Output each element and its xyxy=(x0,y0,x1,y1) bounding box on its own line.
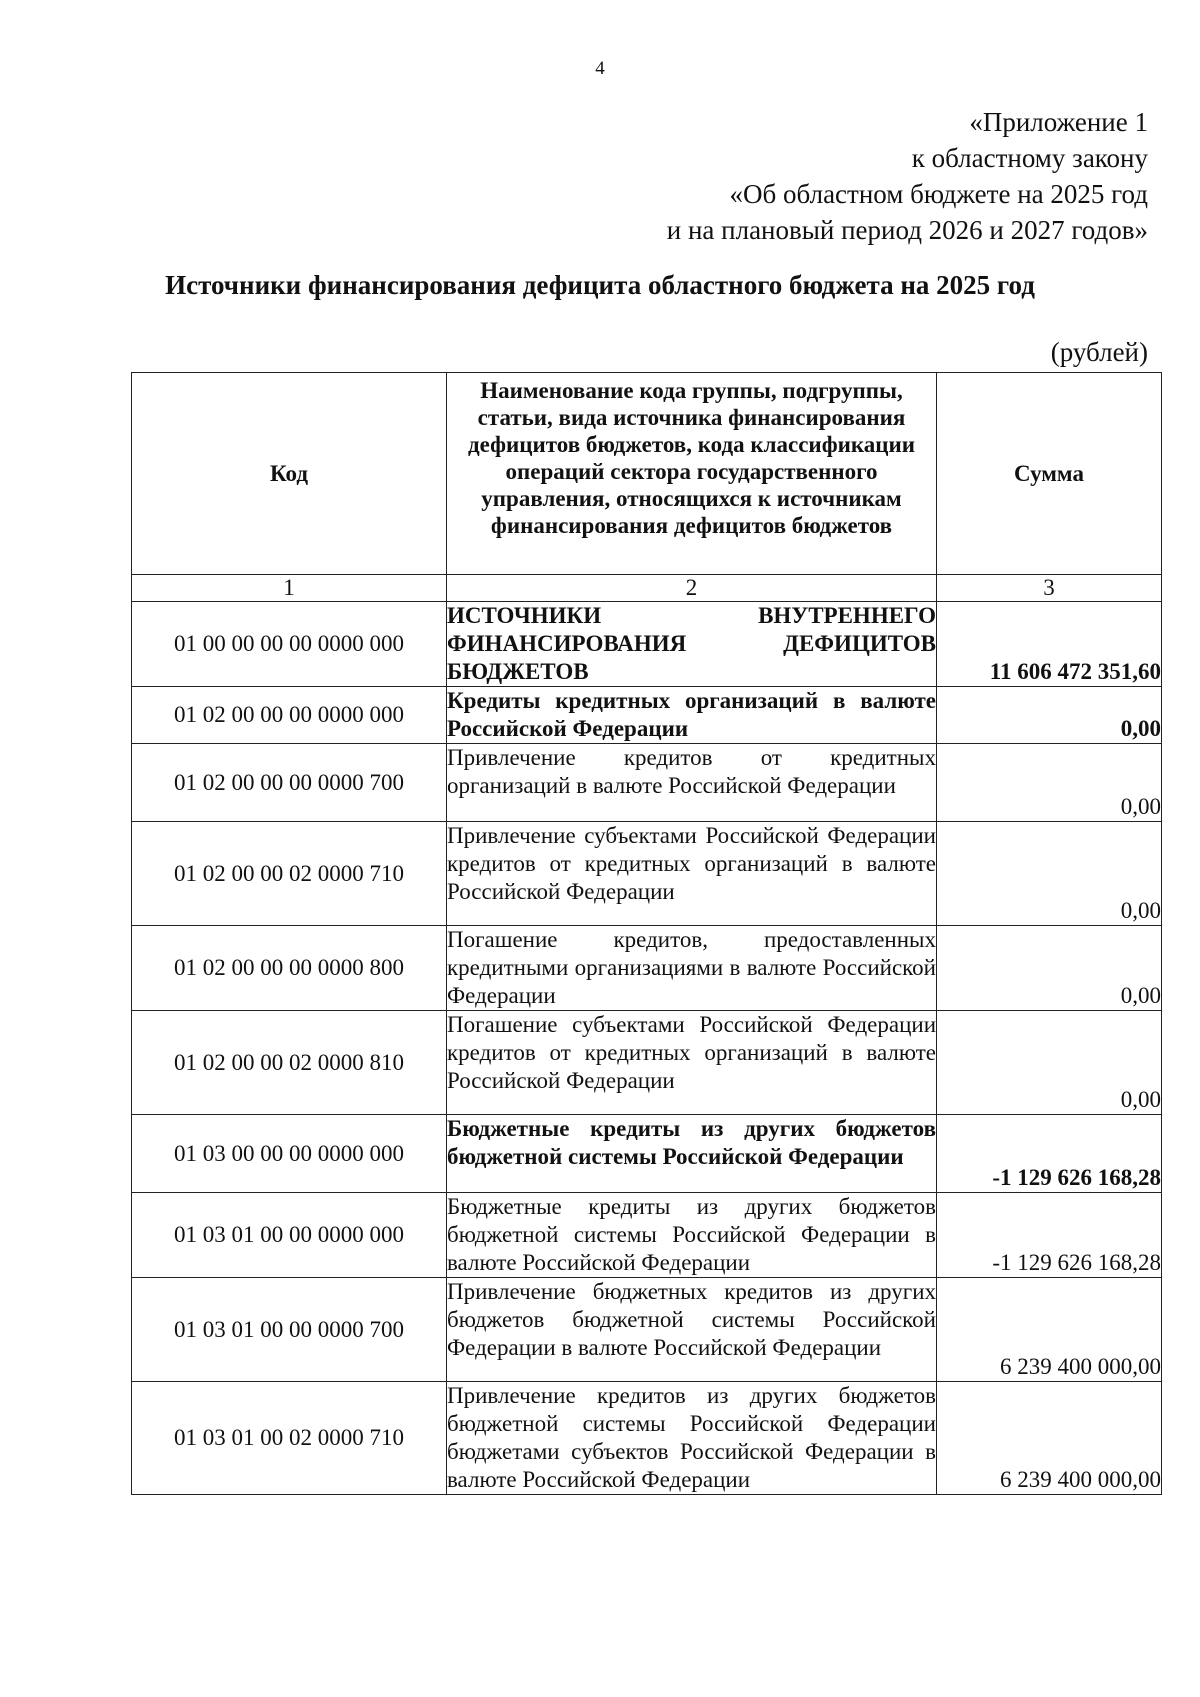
table-row xyxy=(132,1011,1162,1115)
table-row xyxy=(132,1193,1162,1278)
table-body xyxy=(132,602,1162,1495)
row-name: Бюджетные кредиты из других бюджетов бюджетной системы Российской Федерации в валюте Российской Федерации xyxy=(447,1193,937,1278)
row-sum: 0,00 xyxy=(937,822,1162,926)
header-sum: Сумма xyxy=(937,373,1162,575)
row-sum: 6 239 400 000,00 xyxy=(937,1382,1162,1495)
appendix-line-2: к областному закону xyxy=(911,143,1148,173)
appendix-line-4: и на плановый период 2026 и 2027 годов» xyxy=(666,215,1148,245)
table-row xyxy=(132,602,1162,687)
row-name: Привлечение субъектами Российской Федерации кредитов от кредитных организаций в валюте Российской Федерации xyxy=(447,822,937,926)
row-sum: 0,00 xyxy=(937,1011,1162,1115)
row-code: 01 00 00 00 00 0000 000 xyxy=(132,602,447,687)
row-code: 01 03 01 00 00 0000 000 xyxy=(132,1193,447,1278)
row-name: Привлечение бюджетных кредитов из других бюджетов бюджетной системы Российской Федерации в валюте Российской Федерации xyxy=(447,1278,937,1382)
table-row xyxy=(132,744,1162,822)
appendix-header xyxy=(667,104,1148,248)
column-number-1: 1 xyxy=(132,575,447,602)
column-number-row xyxy=(132,575,1162,602)
table-row xyxy=(132,1115,1162,1193)
units-label: (рублей) xyxy=(1050,337,1148,367)
table-header-row xyxy=(132,373,1162,575)
row-name: Бюджетные кредиты из других бюджетов бюджетной системы Российской Федерации xyxy=(447,1115,937,1193)
row-sum: 0,00 xyxy=(937,744,1162,822)
table-row xyxy=(132,1278,1162,1382)
header-name: Наименование кода группы, подгруппы, статьи, вида источника финансирования дефицитов бюджетов, кода классификации операций сектора государственного управления, относящихся к источникам финансирования дефицитов бюджетов xyxy=(447,373,937,575)
row-sum: 6 239 400 000,00 xyxy=(937,1278,1162,1382)
row-code: 01 03 01 00 00 0000 700 xyxy=(132,1278,447,1382)
row-code: 01 02 00 00 00 0000 800 xyxy=(132,926,447,1011)
header-code: Код xyxy=(132,373,447,575)
row-name: ИСТОЧНИКИ ВНУТРЕННЕГО ФИНАНСИРОВАНИЯ ДЕФИЦИТОВ БЮДЖЕТОВ xyxy=(447,602,937,687)
row-name: Кредиты кредитных организаций в валюте Российской Федерации xyxy=(447,687,937,744)
row-code: 01 02 00 00 00 0000 000 xyxy=(132,687,447,744)
row-name: Погашение субъектами Российской Федерации кредитов от кредитных организаций в валюте Российской Федерации xyxy=(447,1011,937,1115)
document-title: Источники финансирования дефицита областного бюджета на 2025 год xyxy=(165,270,1035,300)
table-row xyxy=(132,687,1162,744)
row-code: 01 03 01 00 02 0000 710 xyxy=(132,1382,447,1495)
row-code: 01 02 00 00 02 0000 710 xyxy=(132,822,447,926)
row-code: 01 02 00 00 02 0000 810 xyxy=(132,1011,447,1115)
page-number: 4 xyxy=(595,58,605,79)
row-sum: 11 606 472 351,60 xyxy=(937,602,1162,687)
row-code: 01 02 00 00 00 0000 700 xyxy=(132,744,447,822)
table-row xyxy=(132,926,1162,1011)
row-name: Погашение кредитов, предоставленных кредитными организациями в валюте Российской Федерации xyxy=(447,926,937,1011)
table-row xyxy=(132,822,1162,926)
row-sum: 0,00 xyxy=(937,926,1162,1011)
row-name: Привлечение кредитов из других бюджетов бюджетной системы Российской Федерации бюджетами субъектов Российской Федерации в валюте Российской Федерации xyxy=(447,1382,937,1495)
row-sum: 0,00 xyxy=(937,687,1162,744)
column-number-2: 2 xyxy=(447,575,937,602)
financing-sources-table xyxy=(131,372,1162,1495)
row-sum: -1 129 626 168,28 xyxy=(937,1193,1162,1278)
table-row xyxy=(132,1382,1162,1495)
appendix-line-1: «Приложение 1 xyxy=(969,107,1148,137)
row-code: 01 03 00 00 00 0000 000 xyxy=(132,1115,447,1193)
row-sum: -1 129 626 168,28 xyxy=(937,1115,1162,1193)
column-number-3: 3 xyxy=(937,575,1162,602)
appendix-line-3: «Об областном бюджете на 2025 год xyxy=(729,179,1148,209)
row-name: Привлечение кредитов от кредитных организаций в валюте Российской Федерации xyxy=(447,744,937,822)
